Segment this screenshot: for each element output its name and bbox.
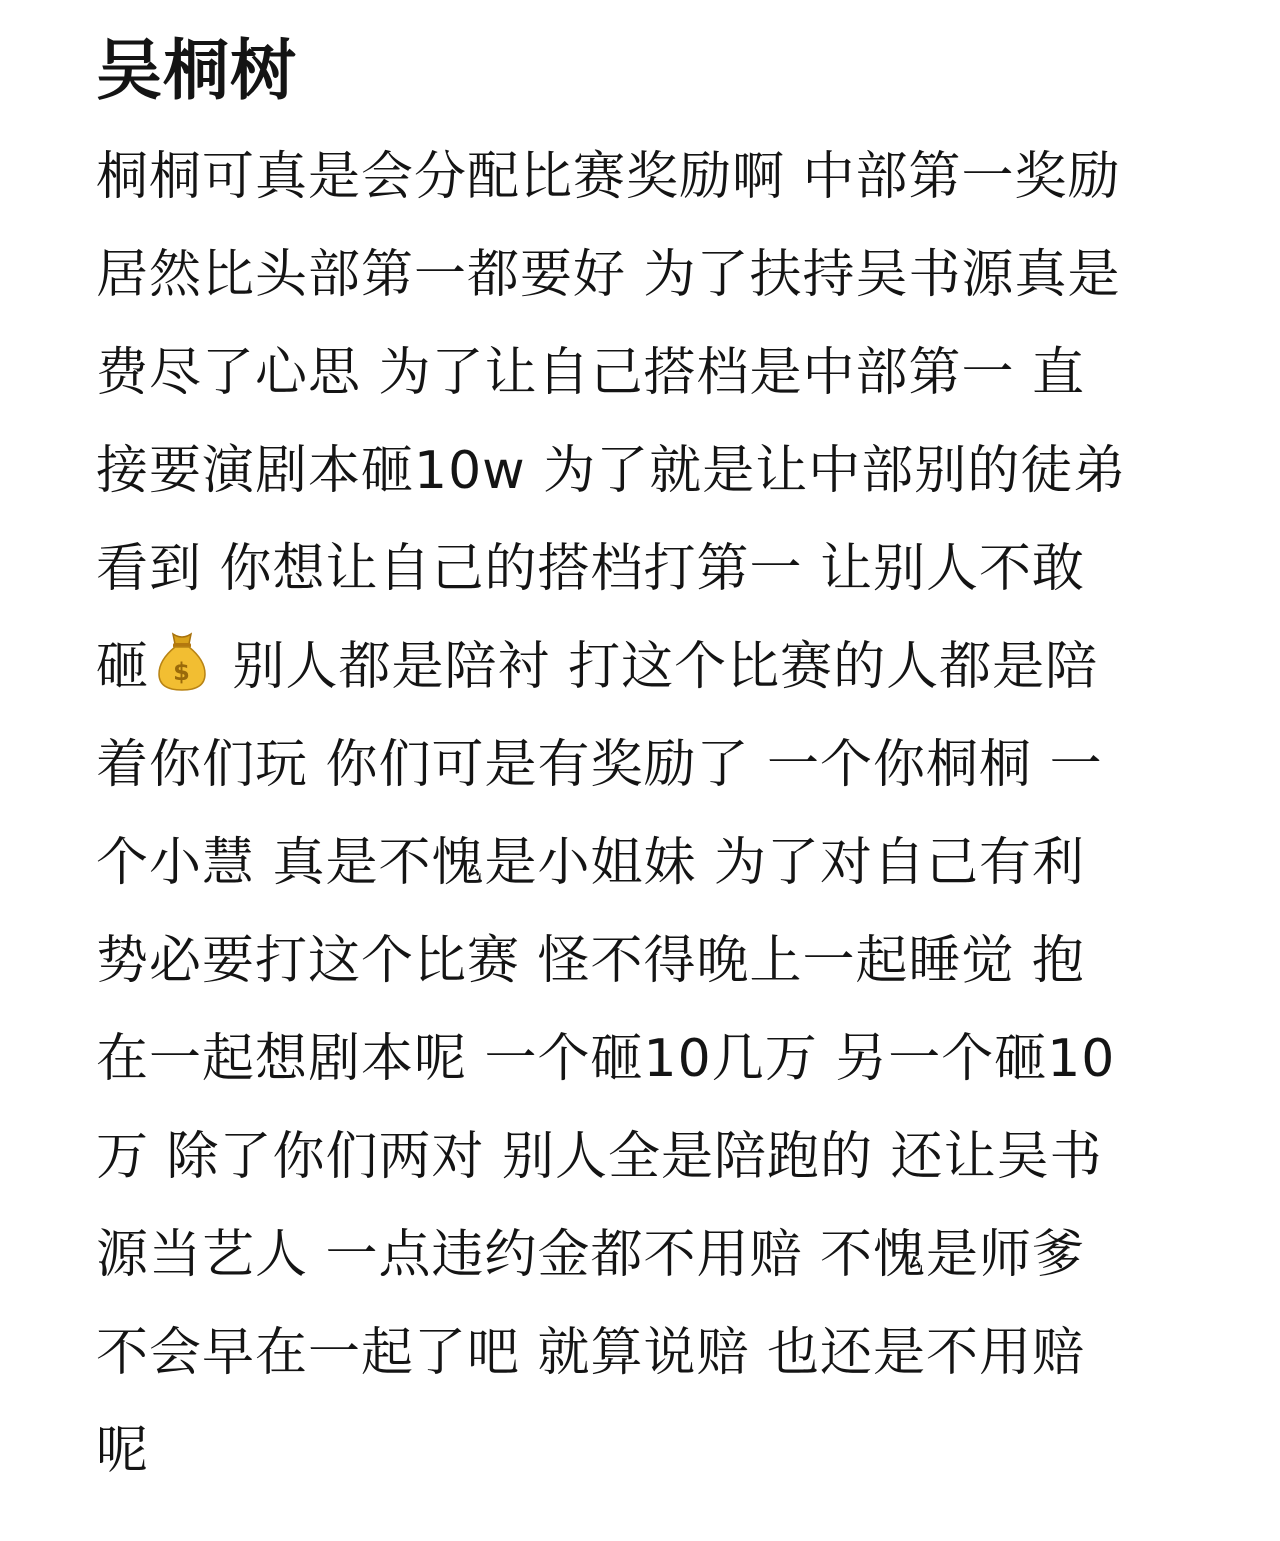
body-line-text: 砸 bbox=[96, 637, 150, 697]
body-line: 在一起想剧本呢 一个砸10几万 另一个砸10 bbox=[96, 1029, 1116, 1089]
body-line: 不会早在一起了吧 就算说赔 也还是不用赔 bbox=[96, 1323, 1086, 1383]
body-line: 呢 bbox=[96, 1421, 150, 1481]
svg-text:$: $ bbox=[173, 658, 191, 686]
post-body bbox=[96, 128, 1216, 1500]
body-line: 着你们玩 你们可是有奖励了 一个你桐桐 一 bbox=[96, 735, 1103, 795]
body-line: 源当艺人 一点违约金都不用赔 不愧是师爹 bbox=[96, 1225, 1086, 1285]
body-line: 桐桐可真是会分配比赛奖励啊 中部第一奖励 bbox=[96, 147, 1121, 207]
body-line: 万 除了你们两对 别人全是陪跑的 还让吴书 bbox=[96, 1127, 1103, 1187]
money-bag-icon bbox=[153, 626, 211, 688]
body-line: 看到 你想让自己的搭档打第一 让别人不敢 bbox=[96, 539, 1086, 599]
body-line: 势必要打这个比赛 怪不得晚上一起睡觉 抱 bbox=[96, 931, 1086, 991]
body-line: 接要演剧本砸10w 为了就是让中部别的徒弟 bbox=[96, 441, 1127, 501]
body-line: 居然比头部第一都要好 为了扶持吴书源真是 bbox=[96, 245, 1121, 305]
body-line: 个小慧 真是不愧是小姐妹 为了对自己有利 bbox=[96, 833, 1086, 893]
post bbox=[96, 26, 1216, 1500]
post-title: 吴桐树 bbox=[96, 32, 297, 109]
body-line bbox=[96, 618, 1216, 716]
body-line-text: 别人都是陪衬 打这个比赛的人都是陪 bbox=[215, 637, 1099, 697]
body-line: 费尽了心思 为了让自己搭档是中部第一 直 bbox=[96, 343, 1086, 403]
